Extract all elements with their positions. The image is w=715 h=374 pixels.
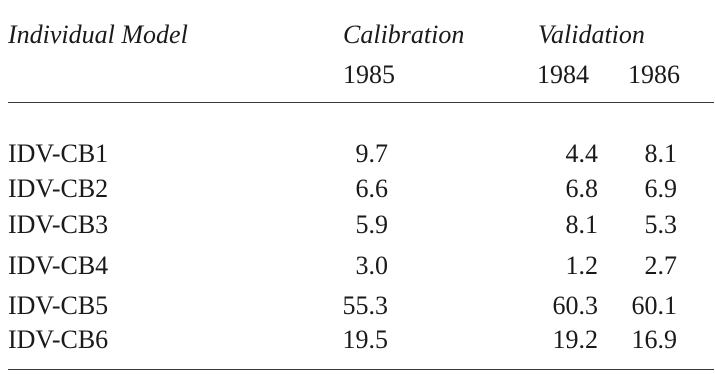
column-header-validation: Validation [538, 20, 645, 49]
table-row [0, 327, 715, 359]
validation-1986-cell: 8.1 [644, 139, 677, 168]
validation-1986-cell: 2.7 [644, 251, 677, 280]
column-header-individual-model: Individual Model [8, 20, 188, 49]
table-row [0, 212, 715, 244]
model-name-cell: IDV-CB2 [8, 174, 109, 203]
table-row [0, 141, 715, 173]
model-name-cell: IDV-CB5 [8, 291, 109, 320]
calibration-1985-cell: 55.3 [342, 291, 388, 320]
header-rule [8, 102, 714, 103]
validation-1986-cell: 6.9 [644, 174, 677, 203]
calibration-1985-cell: 6.6 [355, 174, 388, 203]
validation-1984-cell: 6.8 [565, 174, 598, 203]
calibration-1985-cell: 19.5 [342, 325, 388, 354]
calibration-1985-cell: 5.9 [355, 210, 388, 239]
table-bottom-rule [8, 369, 714, 370]
column-header-year-1985: 1985 [343, 60, 395, 89]
validation-1984-cell: 8.1 [565, 210, 598, 239]
validation-1984-cell: 4.4 [565, 139, 598, 168]
table-row [0, 253, 715, 285]
column-header-year-1984: 1984 [537, 60, 589, 89]
validation-1986-cell: 16.9 [631, 325, 677, 354]
column-header-calibration: Calibration [343, 20, 465, 49]
validation-1984-cell: 19.2 [552, 325, 598, 354]
table-row [0, 293, 715, 325]
table-row [0, 176, 715, 208]
model-name-cell: IDV-CB4 [8, 251, 109, 280]
column-header-year-1986: 1986 [628, 60, 680, 89]
model-name-cell: IDV-CB3 [8, 210, 109, 239]
validation-1986-cell: 5.3 [644, 210, 677, 239]
validation-1984-cell: 1.2 [565, 251, 598, 280]
validation-1986-cell: 60.1 [631, 291, 677, 320]
calibration-1985-cell: 3.0 [355, 251, 388, 280]
calibration-1985-cell: 9.7 [355, 139, 388, 168]
validation-1984-cell: 60.3 [552, 291, 598, 320]
model-name-cell: IDV-CB6 [8, 325, 109, 354]
model-name-cell: IDV-CB1 [8, 139, 109, 168]
